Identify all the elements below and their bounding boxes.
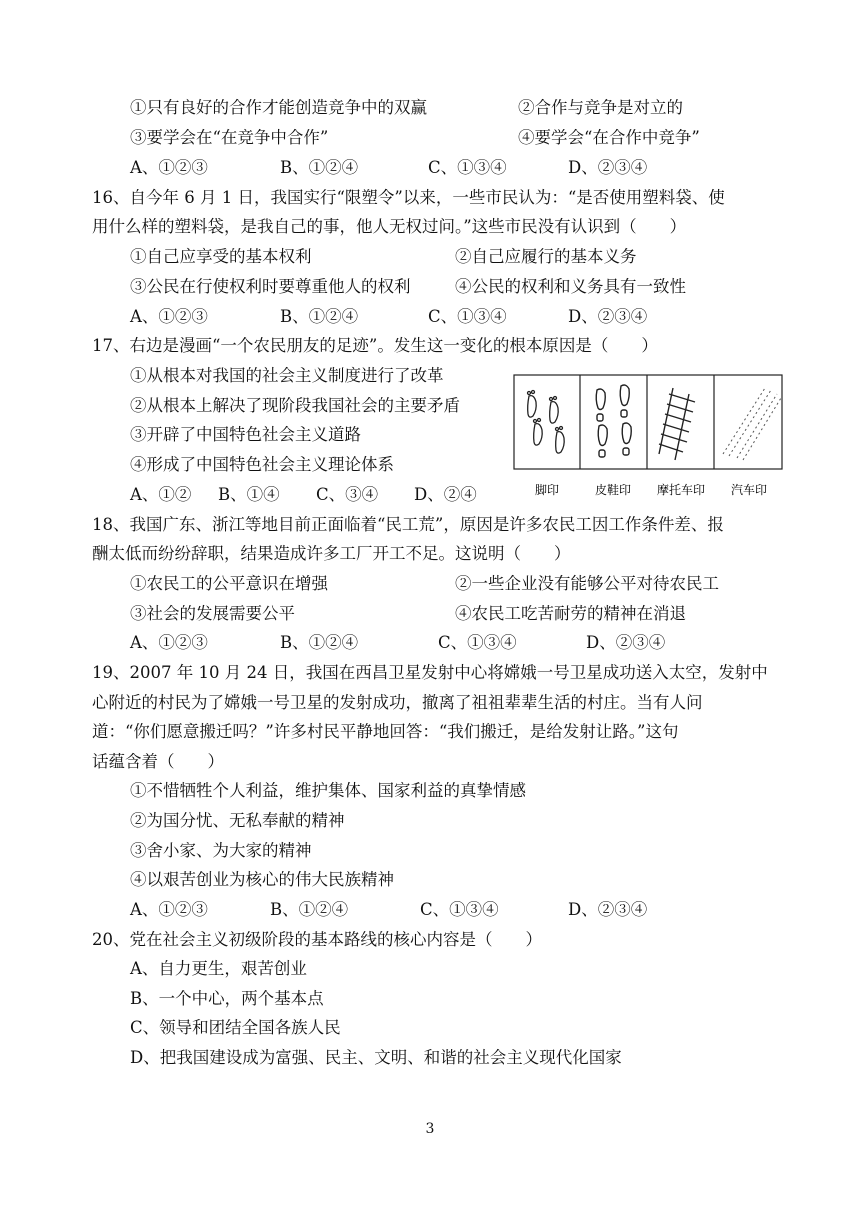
q17-option-1: ①从根本对我国的社会主义制度进行了改革 <box>130 366 444 385</box>
q17-option-3: ③开辟了中国特色社会主义道路 <box>130 425 361 444</box>
q17-choice-a: A、①② <box>130 485 192 504</box>
car-tracks-icon <box>723 388 781 460</box>
q17-option-4: ④形成了中国特色社会主义理论体系 <box>130 455 394 474</box>
barefoot-prints-icon <box>528 391 565 454</box>
q16-stem-line-2: 用什么样的塑料袋，是我自己的事，他人无权过问。”这些市民没有认识到（ ） <box>92 217 687 236</box>
q15-choice-c: C、①③④ <box>428 158 507 177</box>
q20-option-c: C、领导和团结全国各族人民 <box>130 1018 341 1037</box>
q19-stem-line-3: 道：“你们愿意搬迁吗？”许多村民平静地回答：“我们搬迁，是给发射让路。”这句 <box>92 722 679 741</box>
q16-option-3: ③公民在行使权利时要尊重他人的权利 <box>130 277 411 296</box>
q17-choice-c: C、③④ <box>316 485 379 504</box>
q15-choice-d: D、②③④ <box>568 158 648 177</box>
footprints-cartoon-svg <box>513 374 783 504</box>
q16-stem-line-1: 16、自今年 6 月 1 日，我国实行“限塑令”以来，一些市民认为：“是否使用塑料袋、使 <box>92 188 725 207</box>
footprints-cartoon <box>513 374 783 504</box>
q16-choice-b: B、①②④ <box>280 307 359 326</box>
q18-choice-c: C、①③④ <box>438 633 517 652</box>
q15-choice-b: B、①②④ <box>280 158 359 177</box>
q17-choice-b: B、①④ <box>218 485 280 504</box>
q20-stem: 20、党在社会主义初级阶段的基本路线的核心内容是（ ） <box>92 930 542 949</box>
q18-stem-line-1: 18、我国广东、浙江等地目前正面临着“民工荒”，原因是许多农民工因工作条件差、报 <box>92 515 724 534</box>
q15-option-4: ④要学会“在合作中竞争” <box>518 128 700 147</box>
shoe-prints-icon <box>596 385 631 457</box>
q16-choice-d: D、②③④ <box>568 307 648 326</box>
q19-option-3: ③舍小家、为大家的精神 <box>130 841 312 860</box>
q19-choice-b: B、①②④ <box>270 900 349 919</box>
q15-choice-a: A、①②③ <box>130 158 208 177</box>
q18-option-3: ③社会的发展需要公平 <box>130 604 295 623</box>
q20-option-b: B、一个中心，两个基本点 <box>130 989 324 1008</box>
q19-option-4: ④以艰苦创业为核心的伟大民族精神 <box>130 870 394 889</box>
figure-label-car: 汽车印 <box>730 483 768 497</box>
q15-option-3: ③要学会在“在竞争中合作” <box>130 128 329 147</box>
q20-option-a: A、自力更生，艰苦创业 <box>130 959 307 978</box>
q18-choice-b: B、①②④ <box>280 633 359 652</box>
q15-option-1: ①只有良好的合作才能创造竞争中的双赢 <box>130 98 427 117</box>
page-number: 3 <box>425 1121 435 1137</box>
q19-choice-c: C、①③④ <box>420 900 499 919</box>
q18-choice-d: D、②③④ <box>586 633 666 652</box>
q16-choice-c: C、①③④ <box>428 307 507 326</box>
q19-option-1: ①不惜牺牲个人利益，维护集体、国家利益的真挚情感 <box>130 781 526 800</box>
q19-choice-a: A、①②③ <box>130 900 208 919</box>
q16-option-2: ②自己应履行的基本义务 <box>455 247 637 266</box>
q19-option-2: ②为国分忧、无私奉献的精神 <box>130 811 345 830</box>
q18-option-4: ④农民工吃苦耐劳的精神在消退 <box>455 604 686 623</box>
q18-option-2: ②一些企业没有能够公平对待农民工 <box>455 574 719 593</box>
q17-stem: 17、右边是漫画“一个农民朋友的足迹”。发生这一变化的根本原因是（ ） <box>92 336 658 355</box>
q18-option-1: ①农民工的公平意识在增强 <box>130 574 328 593</box>
q17-choice-d: D、②④ <box>414 485 477 504</box>
q18-stem-line-2: 酬太低而纷纷辞职，结果造成许多工厂开工不足。这说明（ ） <box>92 544 571 563</box>
figure-label-motorcycle: 摩托车印 <box>656 483 706 497</box>
figure-label-footprint: 脚印 <box>534 483 560 497</box>
q17-option-2: ②从根本上解决了现阶段我国社会的主要矛盾 <box>130 396 460 415</box>
q19-stem-line-4: 话蕴含着（ ） <box>92 752 224 771</box>
q16-option-1: ①自己应享受的基本权利 <box>130 247 312 266</box>
motorcycle-track-icon <box>659 388 695 460</box>
figure-label-shoeprint: 皮鞋印 <box>594 483 632 497</box>
q19-stem-line-1: 19、2007 年 10 月 24 日，我国在西昌卫星发射中心将嫦娥一号卫星成功送入太空，发射中 <box>92 663 768 682</box>
q16-option-4: ④公民的权利和义务具有一致性 <box>455 277 686 296</box>
q20-option-d: D、把我国建设成为富强、民主、文明、和谐的社会主义现代化国家 <box>130 1048 622 1067</box>
q19-choice-d: D、②③④ <box>568 900 648 919</box>
q15-option-2: ②合作与竞争是对立的 <box>518 98 683 117</box>
q19-stem-line-2: 心附近的村民为了嫦娥一号卫星的发射成功，撤离了祖祖辈辈生活的村庄。当有人问 <box>92 693 703 712</box>
q18-choice-a: A、①②③ <box>130 633 208 652</box>
q16-choice-a: A、①②③ <box>130 307 208 326</box>
